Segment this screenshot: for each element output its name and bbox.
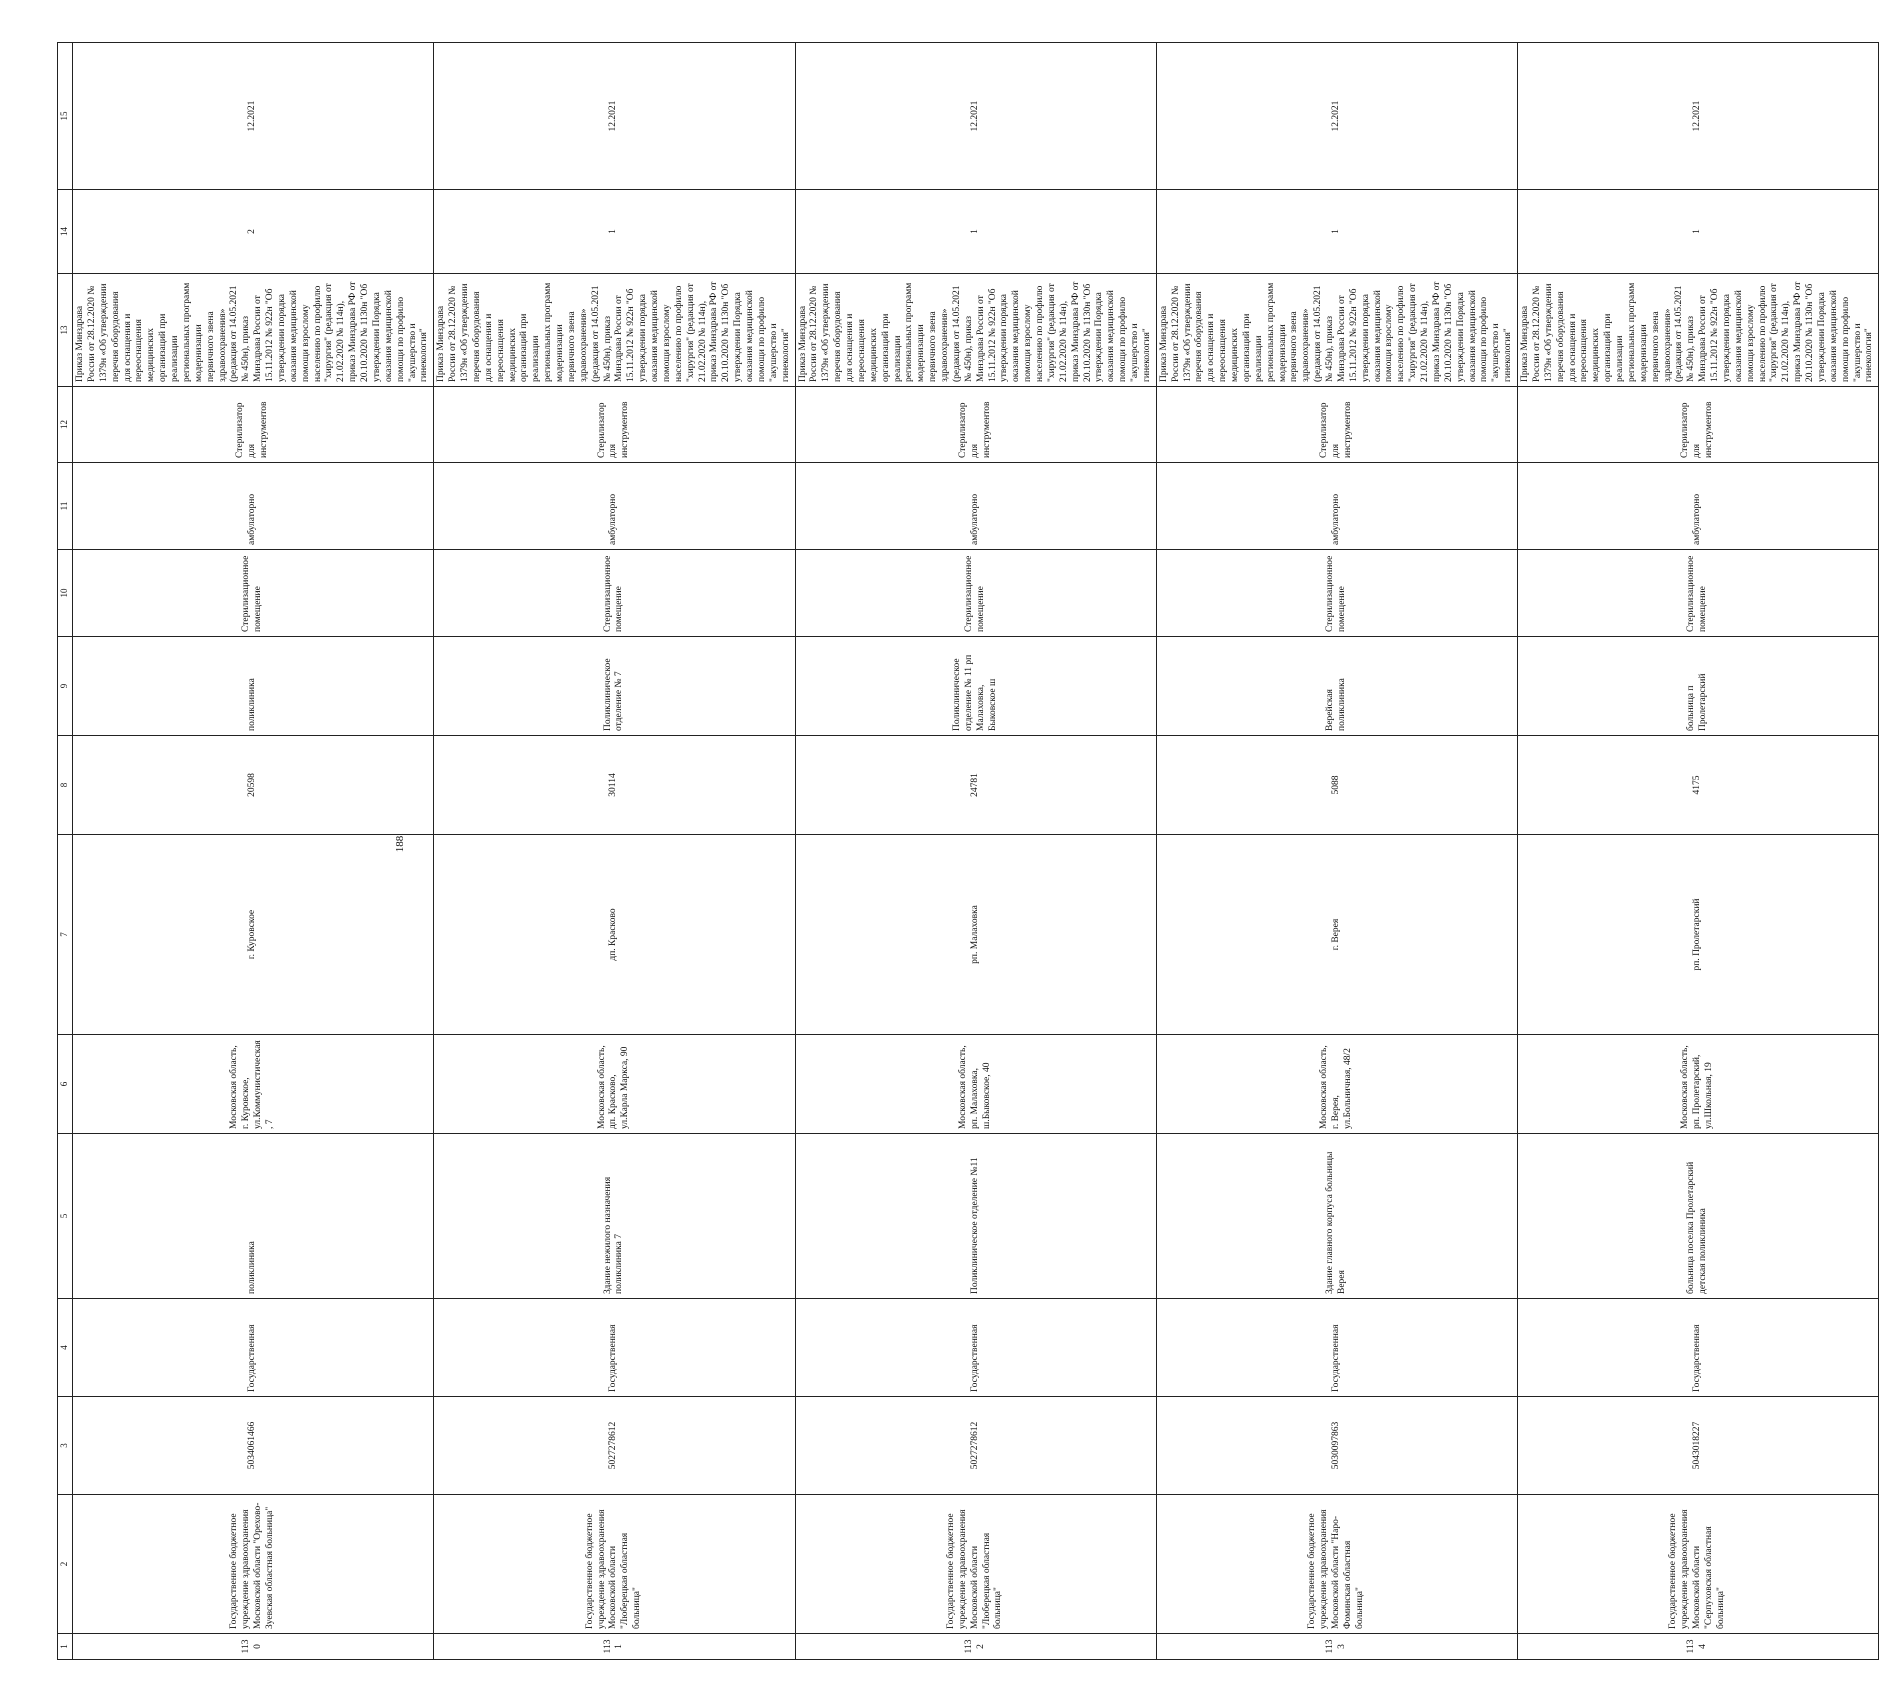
table-row xyxy=(1156,43,1517,1660)
care-form: амбулаторно xyxy=(73,463,434,550)
row-number: 1134 xyxy=(1518,1634,1879,1660)
column-header: 7 xyxy=(58,835,73,1035)
delivery-date: 12.2021 xyxy=(434,43,795,190)
room-type: Стерилизационное помещение xyxy=(1156,550,1517,637)
population: 5088 xyxy=(1156,736,1517,835)
page-number: 188 xyxy=(394,835,406,853)
delivery-date: 12.2021 xyxy=(1156,43,1517,190)
organization-name: Государственное бюджетное учреждение здравоохранения Московской области "Серпуховская областная больница" xyxy=(1518,1495,1879,1634)
address: Московская область, г. Куровское, ул.Коммунистическая, 7 xyxy=(73,1035,434,1134)
column-header: 14 xyxy=(58,190,73,274)
row-number: 1131 xyxy=(434,1634,795,1660)
quantity: 1 xyxy=(434,190,795,274)
room-type: Стерилизационное помещение xyxy=(434,550,795,637)
legal-basis: Приказ Минздрава России от 28.12.2020 № 1379н «Об утверждении перечня оборудования для оснащения и переоснащения медицинских организаций при реализации региональных программ модернизации первичного звена здравоохранения» (редакция от 14.05.2021 № 450н), приказ Минздрава России от 15.11.2012 № 922н "Об утверждении порядка оказания медицинской помощи взрослому населению по профилю "хирургия" (редакция от 21.02.2020 № 114н), приказ Минздрава РФ от 20.10.2020 № 1130н "Об утверждении Порядка оказания медицинской помощи по профилю "акушерство и гинекология" xyxy=(795,274,1156,387)
ownership-form: Государственная xyxy=(434,1299,795,1397)
table-row xyxy=(1518,43,1879,1660)
address: Московская область, рп. Пролетарский, ул.Школьная, 19 xyxy=(1518,1035,1879,1134)
subdivision: поликлиника xyxy=(73,637,434,736)
locality: г. Куровское xyxy=(73,835,434,1035)
organization-name: Государственное бюджетное учреждение здравоохранения Московской области "Люберецкая областная больница" xyxy=(434,1495,795,1634)
care-form: амбулаторно xyxy=(795,463,1156,550)
address: Московская область, дп. Красково, ул.Карла Маркса, 90 xyxy=(434,1035,795,1134)
inn: 5043018227 xyxy=(1518,1397,1879,1495)
rotated-table-container xyxy=(57,43,1875,1660)
row-number: 1133 xyxy=(1156,1634,1517,1660)
column-header: 2 xyxy=(58,1495,73,1634)
legal-basis: Приказ Минздрава России от 28.12.2020 № 1379н «Об утверждении перечня оборудования для оснащения и переоснащения медицинских организаций при реализации региональных программ модернизации первичного звена здравоохранения» (редакция от 14.05.2021 № 450н), приказ Минздрава России от 15.11.2012 № 922н "Об утверждении порядка оказания медицинской помощи взрослому населению по профилю "хирургия" (редакция от 21.02.2020 № 114н), приказ Минздрава РФ от 20.10.2020 № 1130н "Об утверждении Порядка оказания медицинской помощи по профилю "акушерство и гинекология" xyxy=(434,274,795,387)
building-name: Поликлиническое отделение №11 xyxy=(795,1134,1156,1299)
inn: 5027278612 xyxy=(795,1397,1156,1495)
care-form: амбулаторно xyxy=(434,463,795,550)
delivery-date: 12.2021 xyxy=(1518,43,1879,190)
locality: дп. Красково xyxy=(434,835,795,1035)
subdivision: Поликлиническое отделение № 7 xyxy=(434,637,795,736)
row-number: 1132 xyxy=(795,1634,1156,1660)
building-name: поликлиника xyxy=(73,1134,434,1299)
inn: 5034061466 xyxy=(73,1397,434,1495)
care-form: амбулаторно xyxy=(1518,463,1879,550)
column-header: 10 xyxy=(58,550,73,637)
quantity: 1 xyxy=(1518,190,1879,274)
delivery-date: 12.2021 xyxy=(795,43,1156,190)
equipment-name: Стерилизатор для инструментов xyxy=(73,387,434,463)
legal-basis: Приказ Минздрава России от 28.12.2020 № 1379н «Об утверждении перечня оборудования для оснащения и переоснащения медицинских организаций при реализации региональных программ модернизации первичного звена здравоохранения» (редакция от 14.05.2021 № 450н), приказ Минздрава России от 15.11.2012 № 922н "Об утверждении порядка оказания медицинской помощи взрослому населению по профилю "хирургия" (редакция от 21.02.2020 № 114н), приказ Минздрава РФ от 20.10.2020 № 1130н "Об утверждении Порядка оказания медицинской помощи по профилю "акушерство и гинекология" xyxy=(1156,274,1517,387)
ownership-form: Государственная xyxy=(1156,1299,1517,1397)
column-header: 5 xyxy=(58,1134,73,1299)
equipment-name: Стерилизатор для инструментов xyxy=(795,387,1156,463)
population: 4175 xyxy=(1518,736,1879,835)
organization-name: Государственное бюджетное учреждение здравоохранения Московской области "Орехово-Зуевская областная больница" xyxy=(73,1495,434,1634)
column-header: 8 xyxy=(58,736,73,835)
equipment-name: Стерилизатор для инструментов xyxy=(434,387,795,463)
column-header: 1 xyxy=(58,1634,73,1660)
room-type: Стерилизационное помещение xyxy=(73,550,434,637)
ownership-form: Государственная xyxy=(1518,1299,1879,1397)
locality: г. Верея xyxy=(1156,835,1517,1035)
table-row xyxy=(434,43,795,1660)
delivery-date: 12.2021 xyxy=(73,43,434,190)
building-name: Здание главного корпуса больницы Верея xyxy=(1156,1134,1517,1299)
quantity: 1 xyxy=(1156,190,1517,274)
column-header: 15 xyxy=(58,43,73,190)
population: 30114 xyxy=(434,736,795,835)
inn: 5027278612 xyxy=(434,1397,795,1495)
population: 24781 xyxy=(795,736,1156,835)
organization-name: Государственное бюджетное учреждение здравоохранения Московской области "Наро-Фоминская областная больница" xyxy=(1156,1495,1517,1634)
column-header: 13 xyxy=(58,274,73,387)
ownership-form: Государственная xyxy=(795,1299,1156,1397)
population: 20598 xyxy=(73,736,434,835)
column-header: 12 xyxy=(58,387,73,463)
address: Московская область, г. Верея, ул.Больничная, 48/2 xyxy=(1156,1035,1517,1134)
building-name: Здание нежилого назначения поликлиника 7 xyxy=(434,1134,795,1299)
room-type: Стерилизационное помещение xyxy=(1518,550,1879,637)
subdivision: больница п Пролетарский xyxy=(1518,637,1879,736)
building-name: больница поселка Пролетарский детская поликлиника xyxy=(1518,1134,1879,1299)
room-type: Стерилизационное помещение xyxy=(795,550,1156,637)
organization-name: Государственное бюджетное учреждение здравоохранения Московской области "Люберецкая областная больница" xyxy=(795,1495,1156,1634)
table-row xyxy=(795,43,1156,1660)
subdivision: Верейская поликлиника xyxy=(1156,637,1517,736)
locality: рп. Малаховка xyxy=(795,835,1156,1035)
equipment-register-table xyxy=(57,42,1879,1660)
subdivision: Поликлиническое отделение № 11 рп Малаховка, Быковское ш xyxy=(795,637,1156,736)
equipment-name: Стерилизатор для инструментов xyxy=(1518,387,1879,463)
address: Московская область, рп. Малаховка, ш.Быковское, 40 xyxy=(795,1035,1156,1134)
column-header: 9 xyxy=(58,637,73,736)
column-header: 6 xyxy=(58,1035,73,1134)
equipment-name: Стерилизатор для инструментов xyxy=(1156,387,1517,463)
table-row xyxy=(73,43,434,1660)
legal-basis: Приказ Минздрава России от 28.12.2020 № 1379н «Об утверждении перечня оборудования для оснащения и переоснащения медицинских организаций при реализации региональных программ модернизации первичного звена здравоохранения» (редакция от 14.05.2021 № 450н), приказ Минздрава России от 15.11.2012 № 922н "Об утверждении порядка оказания медицинской помощи взрослому населению по профилю "хирургия" (редакция от 21.02.2020 № 114н), приказ Минздрава РФ от 20.10.2020 № 1130н "Об утверждении Порядка оказания медицинской помощи по профилю "акушерство и гинекология" xyxy=(73,274,434,387)
column-header: 3 xyxy=(58,1397,73,1495)
quantity: 1 xyxy=(795,190,1156,274)
legal-basis: Приказ Минздрава России от 28.12.2020 № 1379н «Об утверждении перечня оборудования для оснащения и переоснащения медицинских организаций при реализации региональных программ модернизации первичного звена здравоохранения» (редакция от 14.05.2021 № 450н), приказ Минздрава России от 15.11.2012 № 922н "Об утверждении порядка оказания медицинской помощи взрослому населению по профилю "хирургия" (редакция от 21.02.2020 № 114н), приказ Минздрава РФ от 20.10.2020 № 1130н "Об утверждении Порядка оказания медицинской помощи по профилю "акушерство и гинекология" xyxy=(1518,274,1879,387)
column-number-header xyxy=(58,43,73,1660)
row-number: 1130 xyxy=(73,1634,434,1660)
ownership-form: Государственная xyxy=(73,1299,434,1397)
locality: рп. Пролетарский xyxy=(1518,835,1879,1035)
column-header: 4 xyxy=(58,1299,73,1397)
care-form: амбулаторно xyxy=(1156,463,1517,550)
column-header: 11 xyxy=(58,463,73,550)
quantity: 2 xyxy=(73,190,434,274)
inn: 5030097863 xyxy=(1156,1397,1517,1495)
